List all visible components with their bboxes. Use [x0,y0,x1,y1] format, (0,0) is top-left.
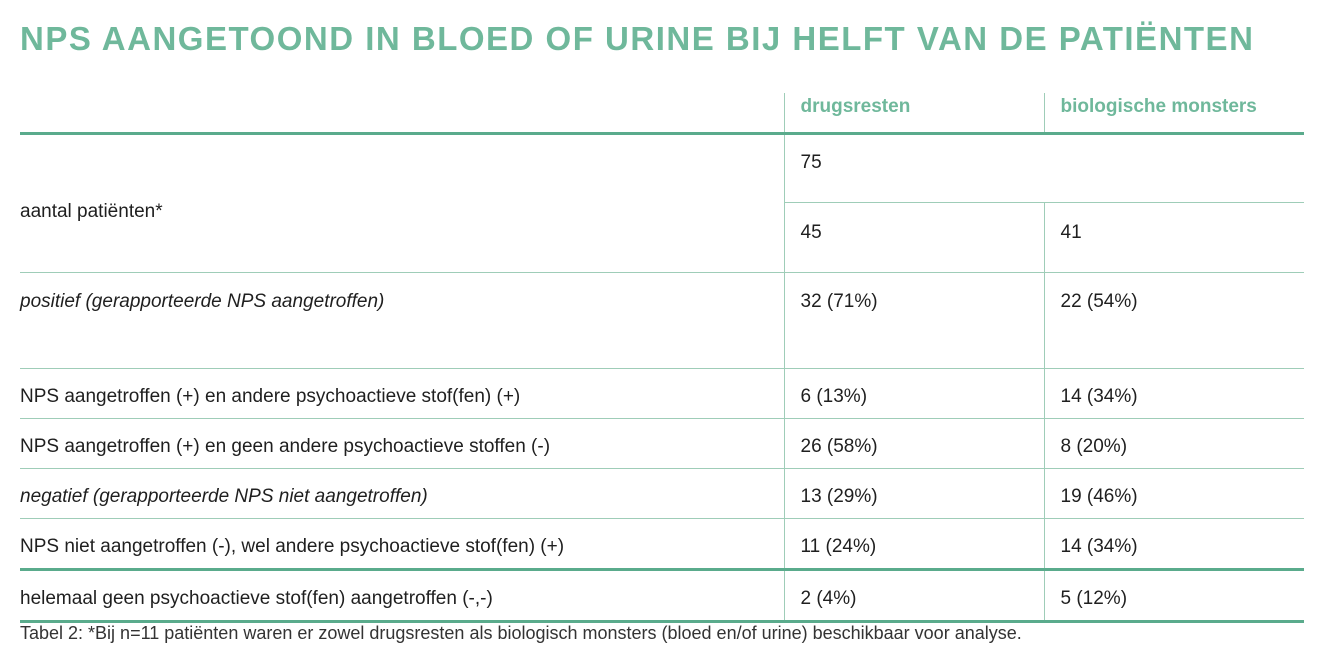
cell-bio: 14 (34%) [1044,519,1304,570]
table-row [20,570,1304,622]
row-label: NPS niet aangetroffen (-), wel andere psychoactieve stof(fen) (+) [20,519,784,570]
cell-patients-total: 75 [784,134,1304,203]
table-row [20,519,1304,570]
cell-bio: 14 (34%) [1044,369,1304,419]
table-row [20,469,1304,519]
table-row [20,419,1304,469]
table-row [20,134,1304,203]
header-drugsresten: drugsresten [784,93,1044,134]
cell-drug: 13 (29%) [784,469,1044,519]
cell-bio: 22 (54%) [1044,273,1304,369]
cell-drug: 26 (58%) [784,419,1044,469]
table-row [20,369,1304,419]
row-label: helemaal geen psychoactieve stof(fen) aangetroffen (-,-) [20,570,784,622]
header-biologische-monsters: biologische monsters [1044,93,1304,134]
table-caption: Tabel 2: *Bij n=11 patiënten waren er zowel drugsresten als biologisch monsters (bloed en/of urine) beschikbaar voor analyse. [20,623,1022,643]
cell-bio: 5 (12%) [1044,570,1304,622]
cell-bio: 8 (20%) [1044,419,1304,469]
cell-patients-bio: 41 [1044,203,1304,273]
cell-patients-drug: 45 [784,203,1044,273]
header-row [20,93,1304,134]
cell-drug: 11 (24%) [784,519,1044,570]
results-table [20,93,1304,623]
row-label: negatief (gerapporteerde NPS niet aangetroffen) [20,469,784,519]
row-label-patients: aantal patiënten* [20,134,784,273]
row-label: NPS aangetroffen (+) en andere psychoactieve stof(fen) (+) [20,369,784,419]
row-label: positief (gerapporteerde NPS aangetroffen) [20,273,784,369]
cell-bio: 19 (46%) [1044,469,1304,519]
table-row [20,273,1304,369]
page-title: NPS AANGETOOND IN BLOED OF URINE BIJ HELFT VAN DE PATIËNTEN [20,20,1255,57]
header-empty [20,93,784,134]
cell-drug: 32 (71%) [784,273,1044,369]
cell-drug: 2 (4%) [784,570,1044,622]
row-label: NPS aangetroffen (+) en geen andere psychoactieve stoffen (-) [20,419,784,469]
cell-drug: 6 (13%) [784,369,1044,419]
